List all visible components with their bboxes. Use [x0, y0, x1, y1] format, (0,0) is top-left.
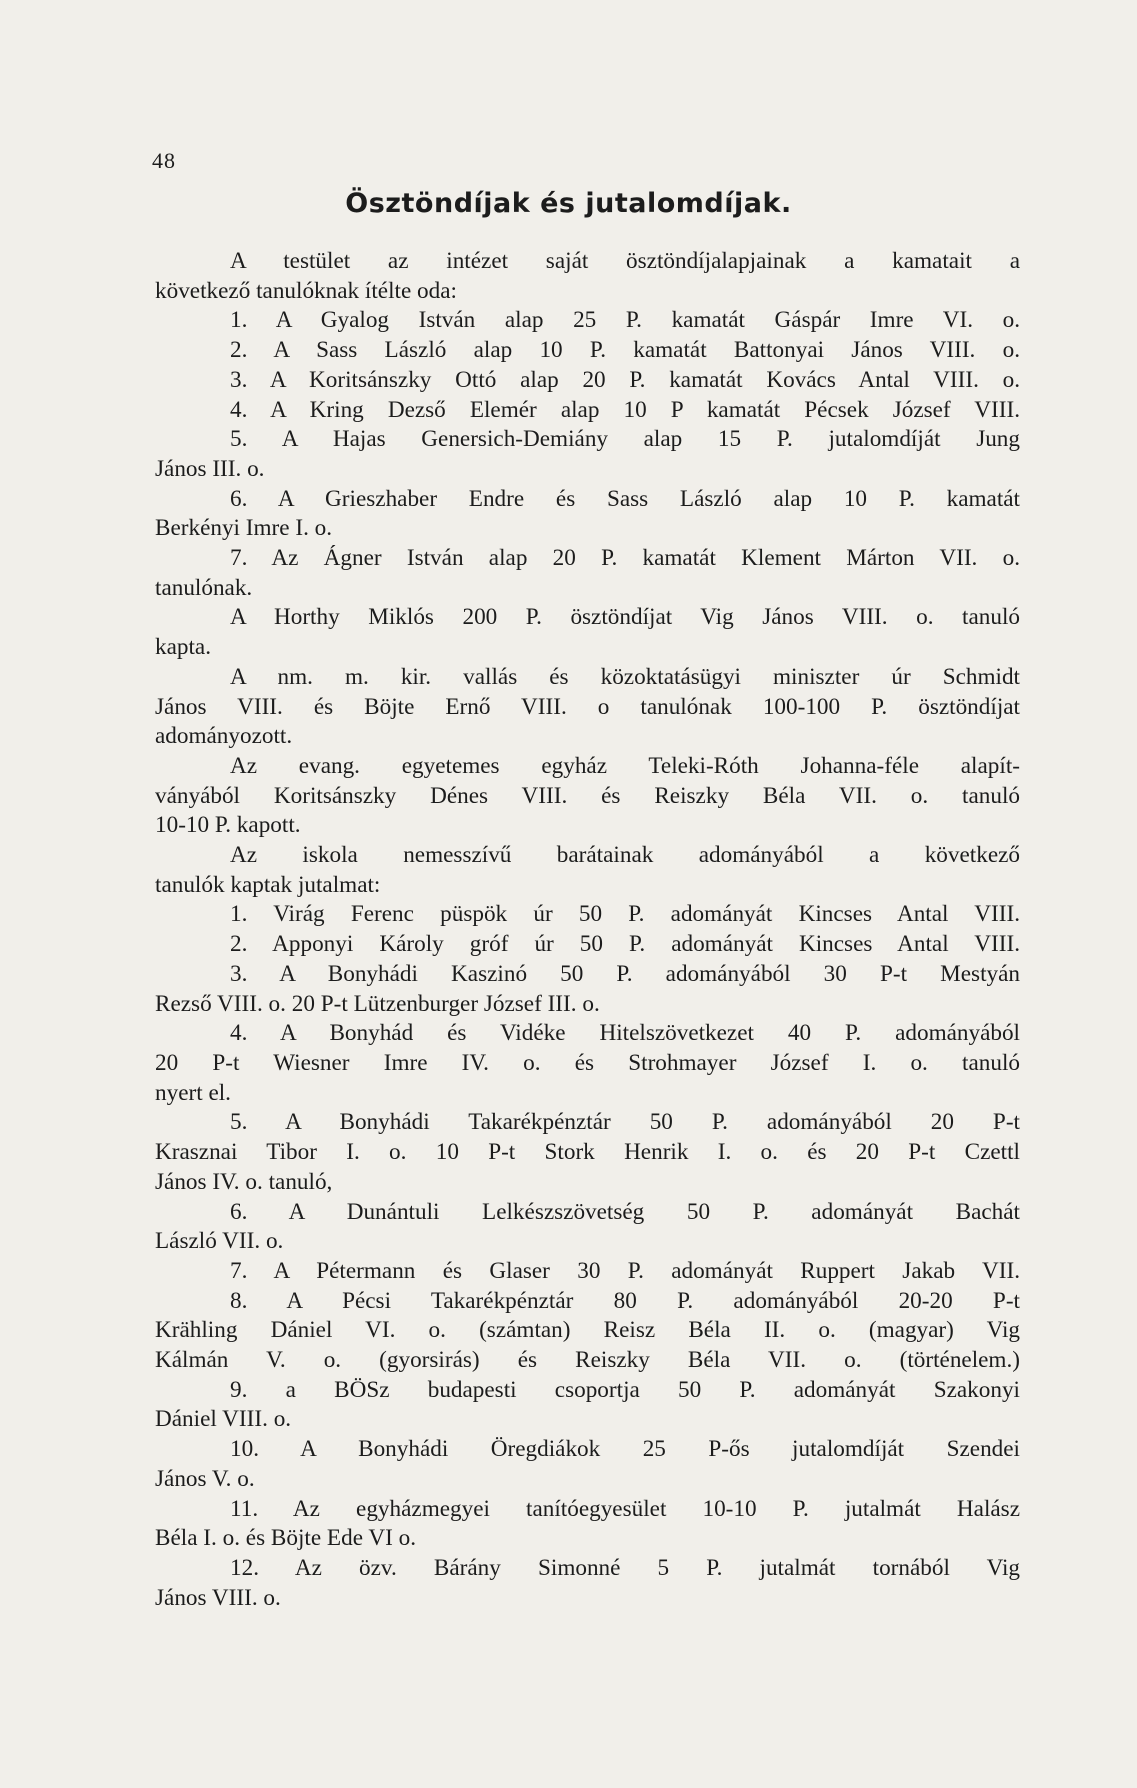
text-line: 11. Az egyházmegyei tanítóegyesület 10-10 P. jutalmát Halász	[230, 1495, 1020, 1522]
text-line: János VIII. o.	[155, 1584, 281, 1611]
text-line: ványából Koritsánszky Dénes VIII. és Reiszky Béla VII. o. tanuló	[155, 782, 1020, 809]
text-line: 8. A Pécsi Takarékpénztár 80 P. adományából 20-20 P-t	[230, 1287, 1020, 1314]
text-line: Krähling Dániel VI. o. (számtan) Reisz Béla II. o. (magyar) Vig	[155, 1317, 1020, 1344]
text-line: 9. a BÖSz budapesti csoportja 50 P. adományát Szakonyi	[230, 1376, 1020, 1403]
page-number: 48	[152, 148, 176, 173]
text-line: 1. A Gyalog István alap 25 P. kamatát Gáspár Imre VI. o.	[230, 307, 1020, 334]
text-line: kapta.	[155, 634, 212, 661]
text-line: Béla I. o. és Böjte Ede VI o.	[155, 1525, 417, 1552]
text-line: 6. A Grieszhaber Endre és Sass László alap 10 P. kamatát	[230, 485, 1020, 512]
text-line: A Horthy Miklós 200 P. ösztöndíjat Vig János VIII. o. tanuló	[230, 604, 1020, 631]
text-line: 4. A Kring Dezső Elemér alap 10 P kamatát Pécsek József VIII.	[230, 396, 1020, 423]
text-line: 2. Apponyi Károly gróf úr 50 P. adományát Kincses Antal VIII.	[230, 931, 1020, 958]
text-line: Berkényi Imre I. o.	[155, 515, 333, 542]
text-line: tanulók kaptak jutalmat:	[155, 871, 381, 898]
text-line: A nm. m. kir. vallás és közoktatásügyi miniszter úr Schmidt	[230, 663, 1020, 690]
text-line: 7. Az Ágner István alap 20 P. kamatát Klement Márton VII. o.	[230, 545, 1020, 572]
text-line: 12. Az özv. Bárány Simonné 5 P. jutalmát tornából Vig	[230, 1554, 1020, 1581]
text-line: János IV. o. tanuló,	[155, 1168, 333, 1195]
text-line: következő tanulóknak ítélte oda:	[155, 277, 457, 304]
text-line: János VIII. és Böjte Ernő VIII. o tanulónak 100-100 P. ösztöndíjat	[155, 693, 1020, 720]
text-line: János V. o.	[155, 1465, 255, 1492]
text-line: Dániel VIII. o.	[155, 1406, 292, 1433]
text-line: 3. A Bonyhádi Kaszinó 50 P. adományából 30 P-t Mestyán	[230, 960, 1020, 987]
text-line: 10-10 P. kapott.	[155, 812, 301, 839]
text-line: János III. o.	[155, 455, 265, 482]
text-line: 7. A Pétermann és Glaser 30 P. adományát Ruppert Jakab VII.	[230, 1257, 1020, 1284]
text-line: 1. Virág Ferenc püspök úr 50 P. adományát Kincses Antal VIII.	[230, 901, 1020, 928]
text-line: Krasznai Tibor I. o. 10 P-t Stork Henrik I. o. és 20 P-t Czettl	[155, 1139, 1020, 1166]
text-line: A testület az intézet saját ösztöndíjalapjainak a kamatait a	[230, 248, 1020, 274]
text-line: Rezső VIII. o. 20 P-t Lützenburger József III. o.	[155, 990, 600, 1017]
text-line: tanulónak.	[155, 574, 253, 601]
text-line: 3. A Koritsánszky Ottó alap 20 P. kamatát Kovács Antal VIII. o.	[230, 366, 1020, 393]
text-line: 5. A Bonyhádi Takarékpénztár 50 P. adományából 20 P-t	[230, 1109, 1020, 1136]
text-line: László VII. o.	[155, 1228, 284, 1255]
body-text	[155, 247, 1020, 1613]
text-line: Az evang. egyetemes egyház Teleki-Róth Johanna-féle alapít-	[230, 752, 1020, 779]
text-line: 5. A Hajas Genersich-Demiány alap 15 P. jutalomdíját Jung	[230, 426, 1020, 453]
section-heading: Ösztöndíjak és jutalomdíjak.	[345, 188, 792, 219]
text-line: adományozott.	[155, 723, 293, 750]
text-line: Az iskola nemesszívű barátainak adományából a következő	[230, 842, 1020, 869]
text-line: 20 P-t Wiesner Imre IV. o. és Strohmayer József I. o. tanuló	[155, 1049, 1020, 1076]
text-line: nyert el.	[155, 1079, 231, 1106]
text-line: 4. A Bonyhád és Vidéke Hitelszövetkezet 40 P. adományából	[230, 1020, 1020, 1047]
text-line: 2. A Sass László alap 10 P. kamatát Battonyai János VIII. o.	[230, 337, 1020, 364]
text-line: 10. A Bonyhádi Öregdiákok 25 P-ős jutalomdíját Szendei	[230, 1436, 1020, 1463]
text-line: Kálmán V. o. (gyorsirás) és Reiszky Béla VII. o. (történelem.)	[155, 1347, 1020, 1374]
text-line: 6. A Dunántuli Lelkészszövetség 50 P. adományát Bachát	[230, 1198, 1020, 1225]
